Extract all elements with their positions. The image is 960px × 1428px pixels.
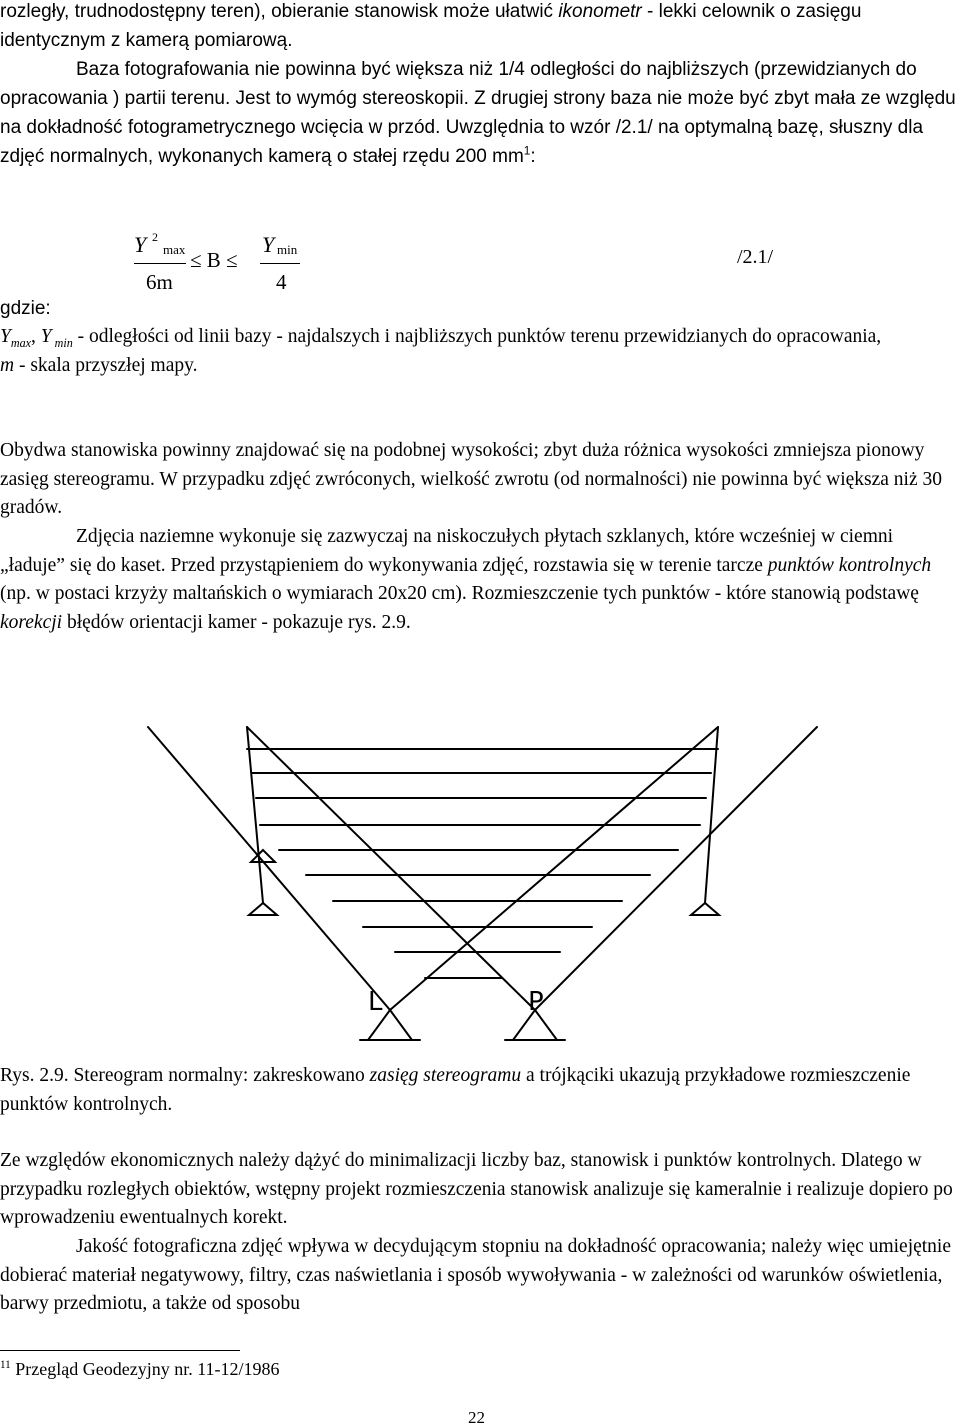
footnote-ref: 1: [523, 144, 531, 158]
formula-y-min: Y: [262, 232, 275, 257]
text-run: (np. w postaci krzyży maltańskich o wymiarach 20x20 cm). Rozmieszczenie tych punktów - które stanowią podstawę: [0, 583, 919, 604]
formula-sup-2: 2: [152, 230, 158, 244]
formula-6m: 6m: [146, 270, 173, 294]
text-run: - lekki celownik o zasięgu identycznym z kamerą pomiarową.: [0, 1, 862, 51]
formula-sub-max: max: [163, 242, 186, 257]
text-italic: punktów kontrolnych: [767, 554, 932, 576]
var-m: m: [0, 354, 15, 376]
page-number: 22: [468, 1408, 485, 1427]
text-run: :: [530, 146, 536, 167]
text-italic: korekcji: [0, 611, 63, 633]
text-run: Baza fotografowania nie powinna być większa niż 1/4 odległości do najbliższych (przewidzianych do opracowania ) partii terenu. Jest to wymóg stereoskopii. Z drugiej strony baza nie może być zbyt mała ze względu na dokładność fotogrametrycznego wcięcia w przód. Uwzględnia to wzór /2.1/ na optymalną bazę, słuszny dla zdjęć normalnych, wykonanych kamerą o stałej rzędu 200 mm: [0, 59, 956, 167]
var-sub-min: min: [51, 335, 73, 350]
text-run: Zdjęcia naziemne wykonuje się zazwyczaj na niskoczułych płytach szklanych, które wcześniej w ciemni „ładuje” się do kaset. Przed przystąpieniem do wykonywania zdjęć, rozstawia się w terenie tarcze: [0, 526, 894, 576]
footnote-rule: [0, 1350, 240, 1351]
left-camera-outer-ray: [148, 727, 390, 1010]
footnote-number: 11: [0, 1359, 11, 1371]
control-point-triangle: [249, 903, 277, 915]
text-run: - skala przyszłej mapy.: [14, 354, 198, 376]
left-camera-inner-ray: [390, 727, 718, 1010]
stereogram-left-edge: [247, 727, 263, 903]
stereogram-right-edge: [705, 727, 718, 903]
text-run: a trójkąciki ukazują przykładowe rozmieszczenie punktów kontrolnych.: [0, 1065, 911, 1115]
paragraph-jakosc: Jakość fotograficzna zdjęć wpływa w decydującym stopniu na dokładność opracowania; należy więc umiejętnie dobierać materiał negatywowy, filtry, czas naświetlania i sposób wywoływania - w zależności od warunków oświetlenia, barwy przedmiotu, a także od sposobu: [0, 1236, 952, 1314]
paragraph-stanowiska: Obydwa stanowiska powinny znajdować się na podobnej wysokości; zbyt duża różnica wysokości zmniejsza pionowy zasięg stereogramu. W przypadku zdjęć zwróconych, wielkość zwrotu (od normalności) nie powinna być większa niż 30 gradów.: [0, 440, 943, 518]
footnote-text: Przegląd Geodezyjny nr. 11-12/1986: [10, 1359, 280, 1379]
text-run: rozległy, trudnodostępny teren), obieranie stanowisk może ułatwić: [0, 1, 559, 22]
equation-number: /2.1/: [737, 246, 774, 268]
label-p: P: [528, 987, 544, 1017]
label-l: L: [368, 987, 383, 1017]
right-camera-inner-ray: [247, 727, 535, 1010]
gdzie-label: gdzie:: [0, 298, 51, 319]
text-italic: ikonometr: [558, 1, 642, 22]
var-y: Y: [40, 326, 52, 347]
text-run: błędów orientacji kamer - pokazuje rys. 2.9.: [62, 611, 411, 633]
footnote: [0, 1359, 280, 1380]
control-point-triangle: [691, 903, 719, 915]
paragraph-ekonomia: Ze względów ekonomicznych należy dążyć do minimalizacji liczby baz, stanowisk i punktów kontrolnych. Dlatego w przypadku rozległych obiektów, wstępny projekt rozmieszczenia stanowisk analizuje się kameralnie i realizuje dopiero po wprowadzeniu ewentualnych korekt.: [0, 1150, 953, 1228]
var-sub-max: max: [10, 335, 31, 350]
formula-y-max: Y: [134, 232, 147, 257]
formula-sub-min: min: [277, 242, 298, 257]
var-y: Y: [0, 326, 11, 347]
text-run: Rys. 2.9. Stereogram normalny: zakreskowano: [0, 1065, 370, 1086]
formula-4: 4: [276, 270, 287, 294]
figure-caption: [0, 1062, 958, 1119]
text-run: ,: [30, 326, 41, 347]
text-italic: zasięg stereogramu: [369, 1065, 522, 1086]
right-camera-outer-ray: [535, 727, 817, 1010]
formula-inequality: ≤ B ≤: [190, 248, 238, 272]
text-run: - odległości od linii bazy - najdalszych i najbliższych punktów terenu przewidzianych do opracowania,: [72, 326, 882, 347]
